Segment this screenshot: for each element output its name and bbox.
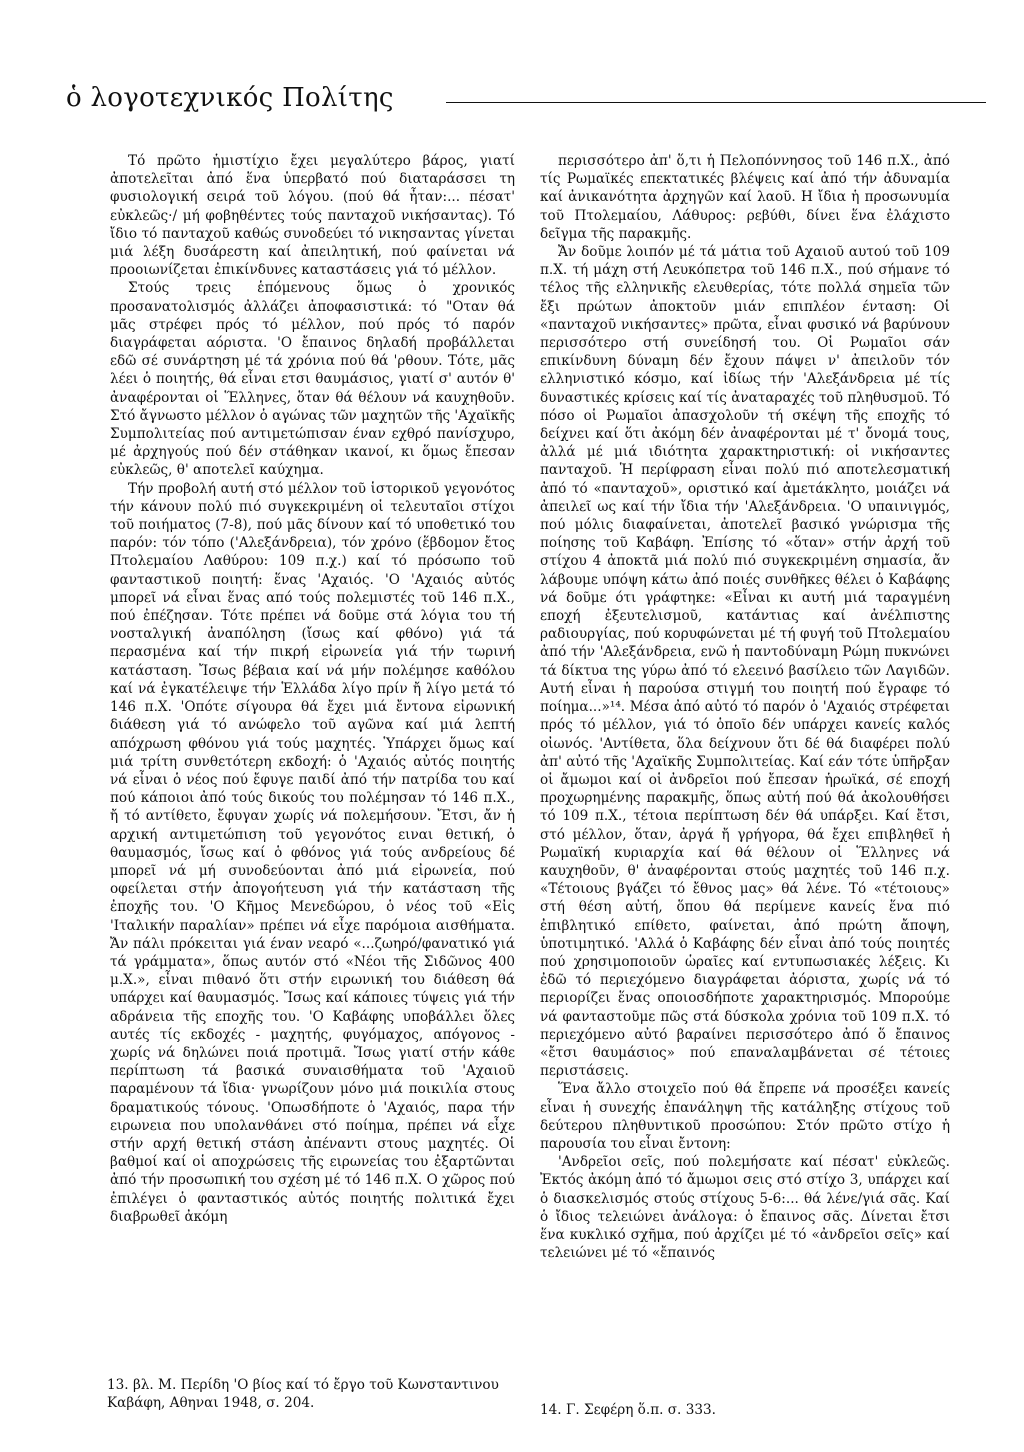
paragraph: Τήν προβολή αυτή στό μέλλον τοῦ ἱστορικοῦ γεγονότος τήν κάνουν πολύ πιό συγκεκριμένη οἱ τελευταῖοι στίχοι τοῦ ποιήματος (7-8), πού μᾶς δίνουν καί τό υποθετικό του παρόν: τόν τόπο ('Αλεξάνδρεια), τόν χρόνο (ἕβδομον ἔτος Πτολεμαίου Λαθύρου: 109 π.χ.) καί τό πρόσωπο τοῦ φανταστικοῦ ποιητή: ἕνας 'Αχαιός. 'Ο 'Αχαιός αὐτός μπορεῖ νά εἶναι ἕνας από τούς πολεμιστές τοῦ 146 π.Χ., πού ἐπέζησαν. Τότε πρέπει νά δοῦμε στά λόγια του τή νοσταλγική ἀναπόληση (ἴσως καί φθόνο) γιά τά περασμένα καί τήν πικρή εἰρωνεία γιά τήν τωρινή κατάσταση. Ἴσως βέβαια καί νά μήν πολέμησε καθόλου καί νά ἐγκατέλειψε τήν Ἑλλάδα λίγο πρίν ἤ λίγο μετά τό 146 π.Χ. 'Οπότε σίγουρα θά ἔχει μιά ἔντονα εἰρωνική διάθεση γιά τό ανώφελο τοῦ αγῶνα καί μιά λεπτή απόχρωση φθόνου γιά τούς μαχητές. Ὑπάρχει ὅμως καί μιά τρίτη συνθετότερη εκδοχή: ὁ 'Αχαιός αὐτός ποιητής νά εἶναι ὁ νέος πού ἔφυγε παιδί ἀπό τήν πατρίδα του καί πού κάποιοι ἀπό τούς δικούς του πολέμησαν τό 146 π.Χ., ἤ τό αντίθετο, ἔφυγαν χωρίς νά πολεμήσουν. Ἔτσι, ἄν ἡ αρχική αντιμετώπιση τοῦ γεγονότος ειναι θετική, ὁ θαυμασμός, ἴσως καί ὁ φθόνος γιά τούς ανδρείους δέ μπορεῖ νά μή συνοδεύονται ἀπό μιά εἰρωνεία, πού οφείλεται στήν ἀπογοήτευση γιά τήν κατάσταση τῆς ἐποχῆς του. 'Ο Κῆμος Μενεδώρου, ὁ νέος τοῦ «Εἰς 'Ιταλικήν παραλίαν» πρέπει νά εἶχε παρόμοια αισθήματα. Ἄν πάλι πρόκειται γιά έναν νεαρό «...ζωηρό/φανατικό γιά τά γράμματα», ὅπως αυτόν στό «Νέοι τῆς Σιδῶνος 400 μ.Χ.», εἶναι πιθανό ὅτι στήν ειρωνική του διάθεση θά υπάρχει καί θαυμασμός. Ἴσως καί κάποιες τύψεις γιά τήν αδράνεια τῆς εποχῆς του. 'Ο Καβάφης υποβάλλει ὅλες αυτές τίς εκδοχές - μαχητής, φυγόμαχος, απόγονος - χωρίς νά δηλώνει ποιά προτιμᾶ. Ἴσως γιατί στήν κάθε περίπτωση τά βασικά συναισθήματα τοῦ 'Αχαιοῦ παραμένουν τά ἴδια· γνωρίζουν μόνο μιά ποικιλία στους δραματικούς τόνους. 'Οπωσδήποτε ὁ 'Αχαιός, παρα τήν ειρωνεια που υπολανθάνει στό ποίημα, πρέπει νά εἶχε στήν αρχή θετική στάση ἀπέναντι στους μαχητές. Οἱ βαθμοί καί οἱ αποχρώσεις τῆς ειρωνείας του ἐξαρτῶνται ἀπό τήν προσωπική του σχέση μέ τό 146 π.Χ. Ο χῶρος πού ἐπιλέγει ὁ φανταστικός αὐτός ποιητής πολιτικά ἔχει διαβρωθεῖ ἀκόμη	[110, 480, 515, 1225]
paragraph: 'Ανδρεῖοι σεῖς, πού πολεμήσατε καί πέσατ' εὐκλεῶς. Ἐκτός ἀκόμη ἀπό τό ἄμωμοι σεις στό στίχο 3, υπάρχει καί ὁ διασκελισμός στούς στίχους 5-6:... θά λένε/γιά σᾶς. Καί ὁ ἴδιος τελειώνει ἀνάλογα: ὁ ἔπαινος σᾶς. Δίνεται ἔτσι ἕνα κυκλικό σχῆμα, πού ἀρχίζει μέ τό «ἀνδρεῖοι σεῖς» καί τελειώνει μέ τό «ἔπαινός	[540, 1154, 950, 1262]
paragraph: Στούς τρεις ἑπόμενους ὅμως ὁ χρονικός προσανατολισμός ἀλλάζει ἀποφασιστικά: τό "Οταν θά μᾶς στρέφει πρός τό μέλλον, πού πρός τό παρόν διαγράφεται αόριστα. 'Ο ἔπαινος δηλαδή προβάλλεται εδῶ σέ συνάρτηση μέ τά χρόνια πού θά 'ρθουν. Τότε, μᾶς λέει ὁ ποιητής, θά εἶναι ετσι θαυμάσιος, γιατί σ' αυτόν θ' ἀναφέρονται οἱ Ἕλληνες, ὅταν θά θέλουν νά καυχηθοῦν. Στό ἄγνωστο μέλλον ὁ αγώνας τῶν μαχητῶν τῆς 'Αχαϊκῆς Συμπολιτείας πού αντιμετώπισαν έναν εχθρό πανίσχυρο, μέ ἀρχηγούς πού δέν στάθηκαν ικανοί, κι ὅμως ἔπεσαν εὐκλεῶς, θ' αποτελεῖ καύχημα.	[110, 280, 515, 479]
page-header	[66, 82, 966, 122]
right-column	[540, 152, 950, 1262]
footnote-13: 13. βλ. Μ. Περίδη 'Ο βίος καί τό ἔργο τοῦ Κωνσταντινου Καβάφη, Αθηναι 1948, σ. 204.	[107, 1377, 499, 1411]
journal-title: ὁ λογοτεχνικός Πολίτης	[66, 83, 394, 113]
header-rule	[446, 102, 986, 103]
footnote-14: 14. Γ. Σεφέρη ὅ.π. σ. 333.	[540, 1402, 716, 1418]
paragraph: περισσότερο ἀπ' ὅ,τι ἡ Πελοπόννησος τοῦ 146 π.Χ., ἀπό τίς Ρωμαϊκές επεκτατικές βλέψεις καί ἀπό τήν ἀδυναμία καί ἀνικανότητα ἀρχηγῶν καί λαοῦ. Η ἴδια ἡ προσωνυμία τοῦ Πτολεμαίου, Λάθυρος: ρεβύθι, δίνει ἕνα ἐλάχιστο δεῖγμα τῆς παρακμῆς.	[540, 153, 950, 242]
left-column	[110, 152, 515, 1226]
paragraph: Ἄν δοῦμε λοιπόν μέ τά μάτια τοῦ Αχαιοῦ αυτού τοῦ 109 π.Χ. τή μάχη στή Λευκόπετρα τοῦ 146 π.Χ., πού σήμανε τό τέλος τῆς ελληνικῆς ελευθερίας, τότε πολλά σημεῖα τῶν ἔξι πρώτων ἀποκτοῦν μιάν επιπλέον ένταση: Οἱ «πανταχοῦ νικήσαντες» πρῶτα, εἶναι φυσικό νά βαρύνουν περισσότερο στή συνείδησή του. Οἱ Ρωμαῖοι σάν επικίνδυνη δύναμη δέν ἔχουν πάψει ν' ἀπειλοῦν τόν ελληνιστικό κόσμο, καί ἰδίως τήν 'Αλεξάνδρεια μέ τίς δυναστικές κρίσεις καί τίς ἀναταραχές τοῦ πληθυσμοῦ. Τό πόσο οἱ Ρωμαῖοι ἀπασχολοῦν τή σκέψη τῆς εποχῆς τό δείχνει καί ὅτι ἀκόμη δέν ἀναφέρονται μέ τ' ὄνομά τους, ἀλλά μέ μιά ιδιότητα χαρακτηριστική: οἱ νικήσαντες πανταχοῦ. Ἡ περίφραση εἶναι πολύ πιό αποτελεσματική ἀπό τό «πανταχοῦ», οριστικό καί ἀμετάκλητο, μοιάζει νά ἀπειλεῖ ως καί τήν ἴδια τήν 'Αλεξάνδρεια. 'Ο υπαινιγμός, πού μόλις διαφαίνεται, ἀποτελεῖ βασικό γνώρισμα τῆς ποίησης τοῦ Καβάφη. Ἐπίσης τό «ὅταν» στήν ἀρχή τοῦ στίχου 4 ἀποκτᾶ μιά πολύ πιό συγκεκριμένη σημασία, ἄν λάβουμε υπόψη κάτω ἀπό ποιές συνθῆκες θέλει ὁ Καβάφης νά δοῦμε ότι γράφτηκε: «Εἶναι κι αυτή μιά ταραγμένη εποχή ἐξευτελισμοῦ, κατάντιας καί ἀνέλπιστης ραδιουργίας, πού κορυφώνεται μέ τή φυγή τοῦ Πτολεμαίου ἀπό τήν 'Αλεξάνδρεια, ενῶ ἡ παντοδύναμη Ρώμη πυκνώνει τά δίκτυα της γύρω ἀπό τό ελεεινό βασίλειο τῶν Λαγιδῶν. Αυτή εἶναι ἡ παρούσα στιγμή του ποιητή πού ἔγραφε τό ποίημα...»¹⁴. Μέσα ἀπό αὐτό τό παρόν ὁ 'Αχαιός στρέφεται πρός τό μέλλον, γιά τό ὁποῖο δέν υπάρχει κανείς καλός οἰωνός. 'Αντίθετα, ὅλα δείχνουν ὅτι δέ θά διαφέρει πολύ ἀπ' αὐτό τῆς 'Αχαϊκῆς Συμπολιτείας. Καί εάν τότε ὑπῆρξαν οἱ ἄμωμοι καί οἱ ἀνδρεῖοι πού ἔπεσαν ἡρωϊκά, σέ εποχή προχωρημένης παρακμῆς, ὅπως αὐτή πού θά ἀκολουθήσει τό 109 π.Χ., τέτοια περίπτωση δέν θά υπάρξει. Καί ἔτσι, στό μέλλον, ὅταν, ἀργά ἤ γρήγορα, θά ἔχει επιβληθεῖ ἡ Ρωμαϊκή κυριαρχία καί θά θέλουν οἱ Ἕλληνες νά καυχηθοῦν, θ' ἀναφέρονται στούς μαχητές τοῦ 146 π.χ. «Τέτοιους βγάζει τό ἔθνος μας» θά λένε. Τό «τέτοιους» στή θέση αὐτή, ὅπου θά περίμενε κανείς ἕνα πιό ἐπιβλητικό επίθετο, φαίνεται, ἀπό πρώτη ἄποψη, ὑποτιμητικό. 'Αλλά ὁ Καβάφης δέν εἶναι ἀπό τούς ποιητές πού χρησιμοποιοῦν ὡραῖες καί εντυπωσιακές λέξεις. Κι ἐδῶ τό περιεχόμενο διαγράφεται ἀόριστα, χωρίς νά τό περιορίζει ἕνας οποιοσδήποτε χαρακτηρισμός. Μπορούμε νά φανταστοῦμε πῶς στά δύσκολα χρόνια τοῦ 109 π.Χ. τό περιεχόμενο αὐτό βαραίνει περισσότερο ἀπό ὅ ἔπαινος «ἔτσι θαυμάσιος» πού επαναλαμβάνεται σέ τέτοιες περιστάσεις.	[540, 244, 950, 1080]
paragraph: Τό πρῶτο ἡμιστίχιο ἔχει μεγαλύτερο βάρος, γιατί ἀποτελεῖται ἀπό ἕνα ὑπερβατό πού διαταράσσει τη φυσιολογική σειρά τοῦ λόγου. (πού θά ἦταν:... πέσατ' εὐκλεῶς·/ μή φοβηθέντες τούς πανταχοῦ νικήσαντας). Τό ἴδιο τό πανταχοῦ καθώς συνοδεύει τό νικησαντας γίνεται μιά λέξη δυσάρεστη καί ἀπειλητική, πού φαίνεται νά προοιωνίζεται ἐπικίνδυνες καταστάσεις γιά τό μέλλον.	[110, 153, 515, 279]
paragraph: Ἕνα ἄλλο στοιχεῖο πού θά ἔπρεπε νά προσέξει κανείς εἶναι ἡ συνεχής ἐπανάληψη τῆς κατάληξης στίχους τοῦ δεύτερου πληθυντικοῦ προσώπου: Στόν πρῶτο στίχο ἡ παρουσία του εἶναι ἔντονη:	[540, 1081, 950, 1152]
